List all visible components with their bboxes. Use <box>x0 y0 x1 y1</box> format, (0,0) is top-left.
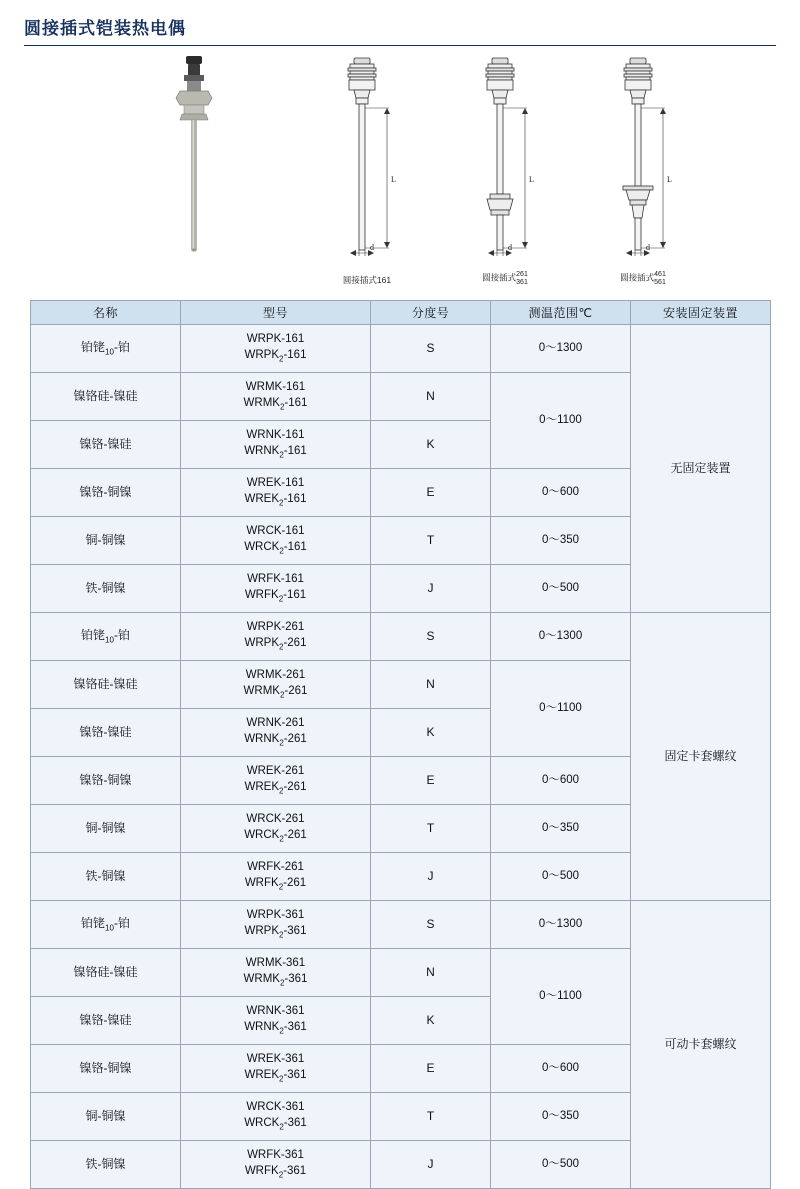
cell-range: 0～1300 <box>491 325 631 373</box>
cell-name: 镍铬-铜镍 <box>31 757 181 805</box>
svg-text:L: L <box>667 175 672 184</box>
table-row <box>31 325 771 373</box>
cell-grade: N <box>371 949 491 997</box>
cell-range: 0～350 <box>491 517 631 565</box>
cell-model: WRNK-261 $WRNK_2-261$ <box>181 709 371 757</box>
cell-grade: N <box>371 661 491 709</box>
figure-261-361-caption: 圆接插式261 361 <box>482 271 528 286</box>
cell-range: 0～1300 <box>491 613 631 661</box>
cell-range: 0～350 <box>491 1093 631 1141</box>
cell-fixing-device: 可动卡套螺纹 <box>631 901 771 1189</box>
table-row <box>31 613 771 661</box>
figure-161-caption: 圆接插式161 <box>342 275 392 285</box>
cell-grade: S <box>371 901 491 949</box>
figure-261-361-suffix-1: 261 <box>516 271 528 279</box>
title-divider <box>24 45 776 46</box>
cell-grade: N <box>371 373 491 421</box>
cell-range: 0～600 <box>491 469 631 517</box>
cell-name: 铁-铜镍 <box>31 1141 181 1189</box>
svg-text:L: L <box>529 175 534 184</box>
cell-model: WRNK-161 $WRNK_2-161$ <box>181 421 371 469</box>
cell-model: WRCK-261 $WRCK_2-261$ <box>181 805 371 853</box>
cell-range: 0～1100 <box>491 949 631 1045</box>
cell-name: 铁-铜镍 <box>31 565 181 613</box>
cell-model: WREK-161 $WREK_2-161$ <box>181 469 371 517</box>
spec-table-wrapper <box>30 300 770 1189</box>
cell-name: 镍铬硅-镍硅 <box>31 661 181 709</box>
cell-name: 铂铑$_{10}$-铂 <box>31 325 181 373</box>
figure-261-361-drawing <box>430 48 580 263</box>
cell-name: 镍铬硅-镍硅 <box>31 949 181 997</box>
figure-row <box>24 48 776 288</box>
cell-fixing-device: 无固定装置 <box>631 325 771 613</box>
cell-grade: K <box>371 421 491 469</box>
cell-grade: J <box>371 565 491 613</box>
cell-model: WRMK-161 $WRMK_2-161$ <box>181 373 371 421</box>
cell-name: 铜-铜镍 <box>31 1093 181 1141</box>
cell-grade: E <box>371 757 491 805</box>
cell-range: 0～1100 <box>491 373 631 469</box>
col-header-name: 名称 <box>31 301 181 325</box>
svg-text:L: L <box>391 175 396 184</box>
cell-name: 镍铬硅-镍硅 <box>31 373 181 421</box>
cell-grade: E <box>371 469 491 517</box>
cell-grade: K <box>371 709 491 757</box>
svg-text:d: d <box>646 243 650 252</box>
cell-grade: T <box>371 1093 491 1141</box>
cell-range: 0～500 <box>491 565 631 613</box>
spec-table <box>30 300 771 1189</box>
cell-model: WRPK-161 $WRPK_2-161$ <box>181 325 371 373</box>
figure-461-561-suffix-2: 561 <box>654 278 666 286</box>
cell-model: WRPK-361 $WRPK_2-361$ <box>181 901 371 949</box>
col-header-range: 测温范围℃ <box>491 301 631 325</box>
figure-261-361 <box>430 48 580 286</box>
cell-grade: S <box>371 613 491 661</box>
cell-model: WRNK-361 $WRNK_2-361$ <box>181 997 371 1045</box>
col-header-grade: 分度号 <box>371 301 491 325</box>
cell-grade: E <box>371 1045 491 1093</box>
cell-grade: K <box>371 997 491 1045</box>
cell-grade: J <box>371 1141 491 1189</box>
figure-261-361-suffix-2: 361 <box>516 278 528 286</box>
figure-461-561-caption: 圆接插式461 561 <box>620 271 666 286</box>
page-title: 圆接插式铠装热电偶 <box>24 19 186 38</box>
product-overview-drawing <box>134 48 254 263</box>
cell-model: WREK-261 $WREK_2-261$ <box>181 757 371 805</box>
cell-name: 铜-铜镍 <box>31 805 181 853</box>
cell-range: 0～500 <box>491 853 631 901</box>
cell-name: 铂铑$_{10}$-铂 <box>31 901 181 949</box>
cell-model: WRFK-161 $WRFK_2-161$ <box>181 565 371 613</box>
cell-name: 铂铑$_{10}$-铂 <box>31 613 181 661</box>
cell-model: WREK-361 $WREK_2-361$ <box>181 1045 371 1093</box>
cell-grade: S <box>371 325 491 373</box>
cell-model: WRMK-361 $WRMK_2-361$ <box>181 949 371 997</box>
figure-161-drawing <box>292 48 442 263</box>
figure-461-561-drawing <box>568 48 718 263</box>
cell-grade: T <box>371 805 491 853</box>
cell-model: WRMK-261 $WRMK_2-261$ <box>181 661 371 709</box>
cell-model: WRFK-261 $WRFK_2-261$ <box>181 853 371 901</box>
cell-range: 0～600 <box>491 1045 631 1093</box>
cell-model: WRCK-361 $WRCK_2-361$ <box>181 1093 371 1141</box>
cell-name: 镍铬-镍硅 <box>31 421 181 469</box>
table-row <box>31 901 771 949</box>
cell-range: 0～1100 <box>491 661 631 757</box>
svg-text:d: d <box>370 243 374 252</box>
svg-text:d: d <box>508 243 512 252</box>
cell-range: 0～350 <box>491 805 631 853</box>
col-header-model: 型号 <box>181 301 371 325</box>
cell-model: WRCK-161 $WRCK_2-161$ <box>181 517 371 565</box>
cell-grade: T <box>371 517 491 565</box>
cell-model: WRPK-261 $WRPK_2-261$ <box>181 613 371 661</box>
spec-table-head <box>31 301 771 325</box>
cell-grade: J <box>371 853 491 901</box>
figure-product-overview <box>134 48 254 286</box>
table-header-row <box>31 301 771 325</box>
cell-name: 镍铬-铜镍 <box>31 1045 181 1093</box>
title-block <box>24 14 776 46</box>
cell-range: 0～600 <box>491 757 631 805</box>
spec-table-body <box>31 325 771 1189</box>
cell-name: 铜-铜镍 <box>31 517 181 565</box>
cell-name: 镍铬-铜镍 <box>31 469 181 517</box>
cell-range: 0～1300 <box>491 901 631 949</box>
col-header-fixing: 安装固定装置 <box>631 301 771 325</box>
cell-name: 镍铬-镍硅 <box>31 709 181 757</box>
figure-461-561-suffix-1: 461 <box>654 271 666 279</box>
cell-name: 镍铬-镍硅 <box>31 997 181 1045</box>
cell-fixing-device: 固定卡套螺纹 <box>631 613 771 901</box>
cell-range: 0～500 <box>491 1141 631 1189</box>
cell-model: WRFK-361 $WRFK_2-361$ <box>181 1141 371 1189</box>
figure-161 <box>292 48 442 286</box>
cell-name: 铁-铜镍 <box>31 853 181 901</box>
figure-461-561 <box>568 48 718 286</box>
